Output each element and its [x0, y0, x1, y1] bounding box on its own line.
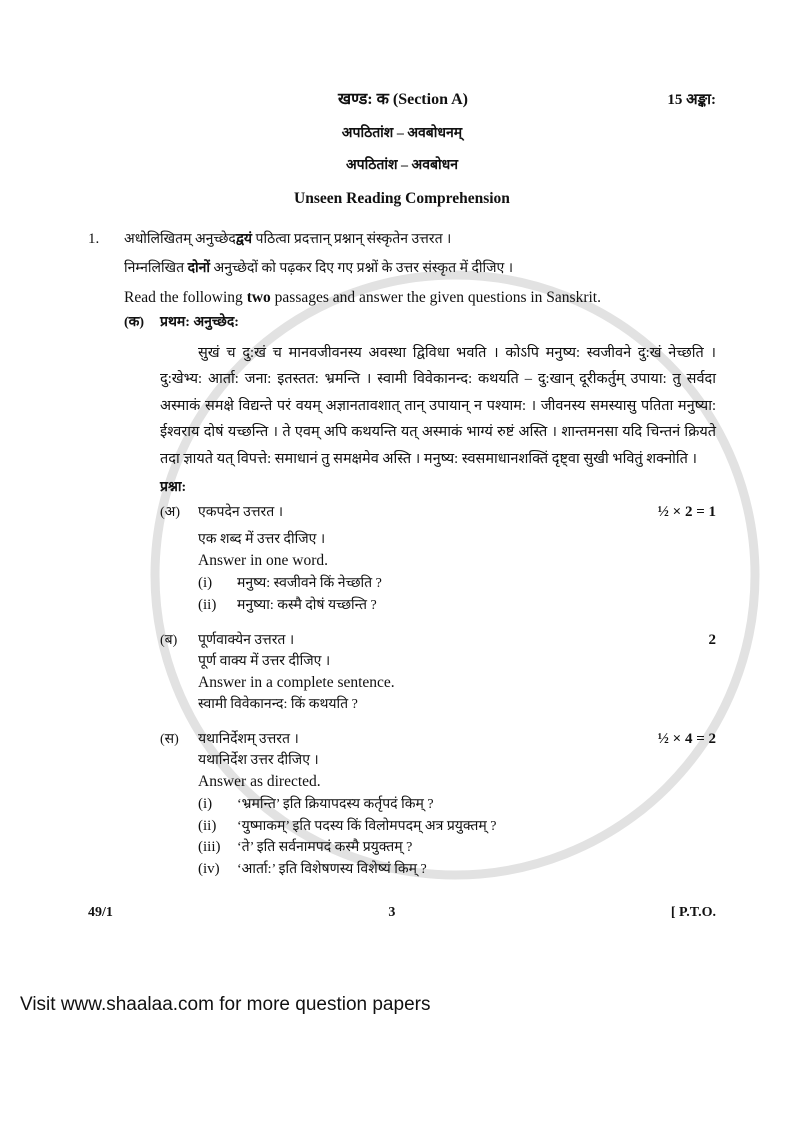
subpart-title: एकपदेन उत्तरत ।: [198, 505, 284, 521]
item-number: (i): [198, 574, 213, 591]
section-header-row: [88, 88, 716, 112]
item-row: [198, 573, 716, 595]
part-label: (क): [124, 315, 145, 331]
item-text: ‘ते’ इति सर्वनामपदं कस्मै प्रयुक्तम् ?: [237, 840, 413, 856]
item-row: [198, 794, 716, 816]
passage-text: सुखं च दु:खं च मानवजीवनस्य अवस्था द्विविधा भवति । कोऽपि मनुष्य: स्वजीवने दु:खं नेच्छति । दु:खेभ्य: आर्ता: जना: इतस्तत: भ्रमन्ति । स्वामी विवेकानन्द: कथयति – दु:खान् दूरीकर्तुम् उपाया: तु सर्वदा अस्माकं समक्षे विद्यन्ते परं वयम् अज्ञानतावशात् तान् उपायान् न पश्याम: । जीवनस्य समस्यासु पतिता मनुष्या: ईश्वराय दोषं यच्छन्ति । ते एवम् अपि कथयन्ति यत् अस्माकं भाग्यं रुष्टं अस्ति । शान्तमनसा यदि चिन्तनं क्रियते तदा ज्ञायते यत् विपत्ते: समाधानं तु समक्षमेव अस्ति । मनुष्य: स्वसमाधानशक्तिं दृष्ट्वा सुखी भवितुं शक्नोति ।: [160, 344, 716, 467]
instruction-row: [88, 229, 716, 251]
instruction-sanskrit: अधोलिखितम् अनुच्छेदद्वयं पठित्वा प्रदत्तान् प्रश्नान् संस्कृतेन उत्तरत ।: [124, 231, 452, 247]
instruction-english: Read the following two passages and answer the given questions in Sanskrit.: [124, 288, 601, 306]
paper-code: 49/1: [88, 904, 113, 920]
subtitle-hindi: अपठितांश – अवबोधन: [345, 158, 458, 174]
subtitle-sanskrit: अपठितांश – अवबोधनम्: [341, 125, 463, 141]
instruction-hindi: निम्नलिखित दोनों अनुच्छेदों को पढ़कर दिए गए प्रश्नों के उत्तर संस्कृत में दीजिए ।: [124, 260, 514, 276]
subpart-title: पूर्णवाक्येन उत्तरत ।: [198, 633, 295, 649]
section-marks: 15 अङ्का:: [667, 92, 716, 108]
subpart-row: [160, 630, 716, 652]
item-row: [198, 837, 716, 859]
item-row: [198, 595, 716, 617]
item-number: (iii): [198, 839, 221, 856]
item-number: (ii): [198, 817, 217, 834]
item-number: (iv): [198, 861, 220, 878]
item-text: मनुष्या: कस्मै दोषं यच्छन्ति ?: [237, 597, 377, 613]
item-row: [198, 859, 716, 881]
page-footer: [88, 903, 716, 923]
visit-link[interactable]: Visit www.shaalaa.com for more question papers: [20, 994, 431, 1016]
subpart-marks: 2: [708, 632, 716, 649]
subpart-marks: ½ × 4 = 2: [657, 731, 716, 748]
subpart-english: Answer in one word.: [198, 552, 329, 570]
part-row: [124, 313, 716, 333]
subpart-row: [160, 729, 716, 751]
subpart-hindi: पूर्ण वाक्य में उत्तर दीजिए ।: [198, 654, 331, 670]
subpart-english: Answer as directed.: [198, 773, 321, 791]
subtitle-english: Unseen Reading Comprehension: [294, 190, 510, 208]
subpart-marks: ½ × 2 = 1: [657, 504, 716, 521]
item-number: (i): [198, 795, 213, 812]
subpart-english: Answer in a complete sentence.: [198, 674, 395, 692]
part-title: प्रथम: अनुच्छेद:: [160, 315, 239, 331]
subpart-title: यथानिर्देशम् उत्तरत ।: [198, 732, 299, 748]
item-number: (ii): [198, 596, 217, 613]
subpart-hindi: एक शब्द में उत्तर दीजिए ।: [198, 532, 326, 548]
section-title: खण्ड: क (Section A): [338, 91, 468, 108]
item-row: [198, 816, 716, 838]
item-text: मनुष्य: स्वजीवने किं नेच्छति ?: [237, 575, 382, 591]
pto-label: [ P.T.O.: [670, 904, 716, 920]
subpart-row: [160, 502, 716, 524]
subpart-label: (अ): [160, 505, 181, 521]
page-number: 3: [388, 904, 396, 920]
item-text: ‘भ्रमन्ति’ इति क्रियापदस्य कर्तृपदं किम् ?: [237, 796, 434, 812]
question-number: 1.: [88, 230, 100, 247]
subpart-hindi: यथानिर्देश उत्तर दीजिए ।: [198, 753, 319, 768]
item-text: स्वामी विवेकानन्द: किं कथयति ?: [198, 696, 358, 712]
item-text: ‘युष्माकम्’ इति पदस्य किं विलोमपदम् अत्र प्रयुक्तम् ?: [237, 818, 497, 834]
subpart-label: (ब): [160, 633, 178, 649]
questions-heading: प्रश्ना:: [160, 480, 187, 496]
item-text: ‘आर्ता:’ इति विशेषणस्य विशेष्यं किम् ?: [237, 862, 427, 878]
subpart-label: (स): [160, 732, 179, 748]
